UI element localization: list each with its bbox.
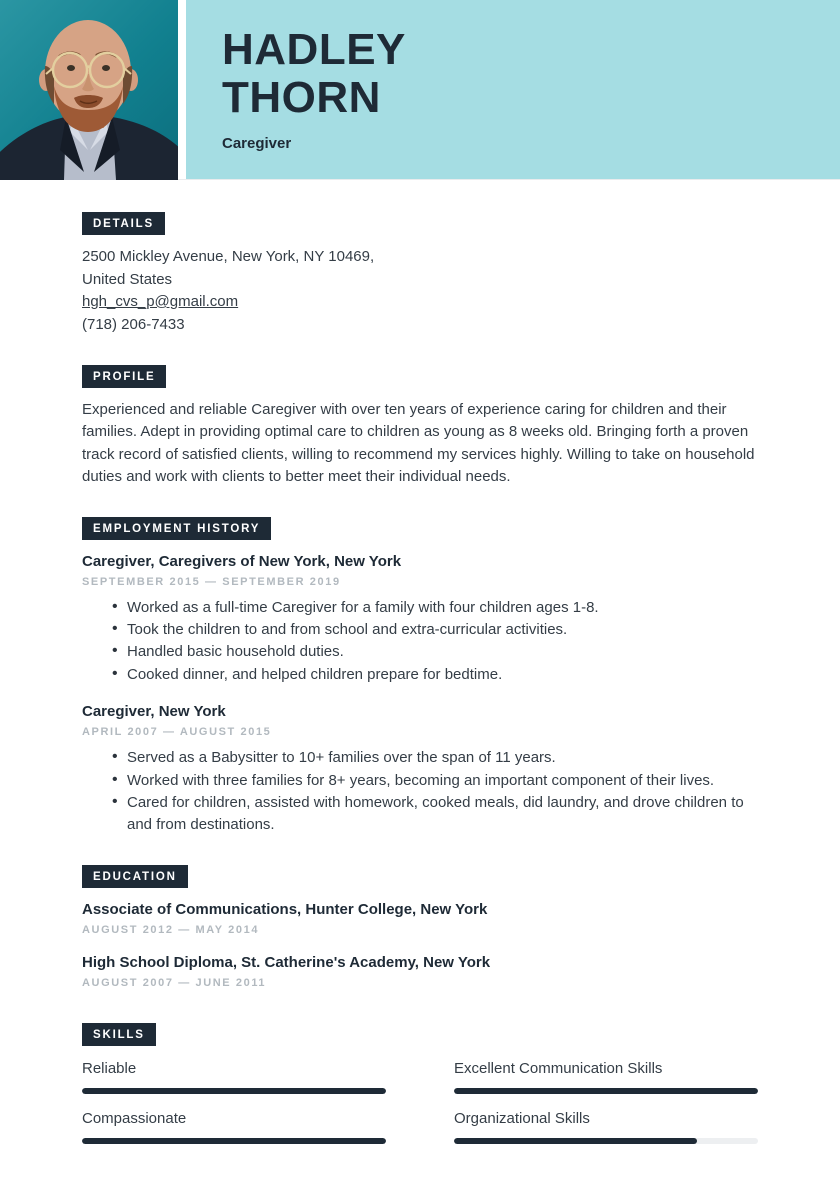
jobs-list xyxy=(82,553,758,837)
skill-item xyxy=(454,1059,758,1094)
job-dates: APRIL 2007 — AUGUST 2015 xyxy=(82,726,272,739)
education-badge: EDUCATION xyxy=(82,865,188,888)
bullet-text: Took the children to and from school and extra-curricular activities. xyxy=(127,621,568,639)
profile-photo xyxy=(0,0,178,180)
education-dates: AUGUST 2012 — MAY 2014 xyxy=(82,923,260,936)
job-entry xyxy=(82,703,758,837)
details-badge: DETAILS xyxy=(82,212,165,235)
bullet-text: Served as a Babysitter to 10+ families over the span of 11 years. xyxy=(127,749,556,767)
job-dates: SEPTEMBER 2015 — SEPTEMBER 2019 xyxy=(82,575,341,588)
skill-bar-track xyxy=(454,1088,758,1094)
education-entry xyxy=(82,901,758,936)
skill-bar-track xyxy=(82,1088,386,1094)
bullet-dot: • xyxy=(112,642,118,660)
job-bullets xyxy=(82,747,758,837)
candidate-name xyxy=(222,26,820,122)
header xyxy=(0,0,840,180)
bullet-text: Worked as a full-time Caregiver for a family with four children ages 1-8. xyxy=(127,598,599,616)
skill-label: Reliable xyxy=(82,1059,137,1077)
skill-bar-track xyxy=(454,1138,758,1144)
bullet-item xyxy=(82,619,758,641)
bullet-item xyxy=(82,664,758,686)
contact-details xyxy=(82,246,758,336)
section-skills xyxy=(82,1023,758,1144)
education-list xyxy=(82,901,758,989)
bullet-item xyxy=(82,792,758,837)
bullet-dot: • xyxy=(112,597,118,615)
bullet-text: Cooked dinner, and helped children prepare for bedtime. xyxy=(127,665,503,683)
skills-badge: SKILLS xyxy=(82,1023,156,1046)
skill-item xyxy=(82,1059,386,1094)
phone-number: (718) 206-7433 xyxy=(82,315,185,333)
bullet-dot: • xyxy=(112,620,118,638)
section-education xyxy=(82,865,758,989)
bullet-dot: • xyxy=(112,748,118,766)
skill-bar-fill xyxy=(82,1088,386,1094)
bullet-item xyxy=(82,747,758,769)
bullet-text: Worked with three families for 8+ years, becoming an important component of their lives. xyxy=(127,771,715,789)
skill-label: Compassionate xyxy=(82,1109,187,1127)
bullet-dot: • xyxy=(112,770,118,788)
section-profile xyxy=(82,365,758,489)
candidate-first-name: HADLEY xyxy=(222,25,406,74)
job-title: Caregiver, Caregivers of New York, New York xyxy=(82,552,402,570)
skill-bar-track xyxy=(82,1138,386,1144)
email-link[interactable]: hgh_cvs_p@gmail.com xyxy=(82,293,239,310)
section-details xyxy=(82,212,758,336)
bullet-dot: • xyxy=(112,664,118,682)
address-line-2: United States xyxy=(82,270,173,288)
education-entry xyxy=(82,954,758,989)
bullet-item xyxy=(82,770,758,792)
job-bullets xyxy=(82,597,758,687)
resume-body xyxy=(0,212,840,1144)
profile-summary: Experienced and reliable Caregiver with over ten years of experience caring for children and their families. Adept in providing optimal care to children as young as 8 weeks old. Bringing forth a proven track record of satisfied clients, willing to recommend my services highly. Willing to take on household duties and work with clients to better meet their individual needs. xyxy=(82,401,755,486)
skill-item xyxy=(454,1109,758,1144)
job-title: Caregiver, New York xyxy=(82,703,226,721)
address-line-1: 2500 Mickley Avenue, New York, NY 10469, xyxy=(82,248,375,265)
education-dates: AUGUST 2007 — JUNE 2011 xyxy=(82,976,267,989)
bullet-item xyxy=(82,641,758,663)
bullet-text: Handled basic household duties. xyxy=(127,643,344,661)
header-divider-gap xyxy=(178,0,186,179)
candidate-last-name: THORN xyxy=(222,73,381,122)
education-title: Associate of Communications, Hunter College, New York xyxy=(82,900,488,918)
job-entry xyxy=(82,553,758,687)
bullet-dot: • xyxy=(112,793,118,811)
skill-bar-fill xyxy=(454,1138,697,1144)
skill-bar-fill xyxy=(82,1138,386,1144)
candidate-job-title: Caregiver xyxy=(222,135,292,152)
skills-grid xyxy=(82,1059,758,1144)
skill-label: Excellent Communication Skills xyxy=(454,1059,663,1077)
education-title: High School Diploma, St. Catherine's Academy, New York xyxy=(82,953,491,971)
skill-item xyxy=(82,1109,386,1144)
header-panel xyxy=(186,0,840,179)
bullet-text: Cared for children, assisted with homework, cooked meals, did laundry, and drove children to and from destinations. xyxy=(127,794,744,834)
bullet-item xyxy=(82,597,758,619)
skill-label: Organizational Skills xyxy=(454,1109,590,1127)
section-employment-history xyxy=(82,517,758,837)
profile-badge: PROFILE xyxy=(82,365,166,388)
portrait-illustration xyxy=(0,0,178,180)
employment-history-badge: EMPLOYMENT HISTORY xyxy=(82,517,271,540)
skill-bar-fill xyxy=(454,1088,758,1094)
